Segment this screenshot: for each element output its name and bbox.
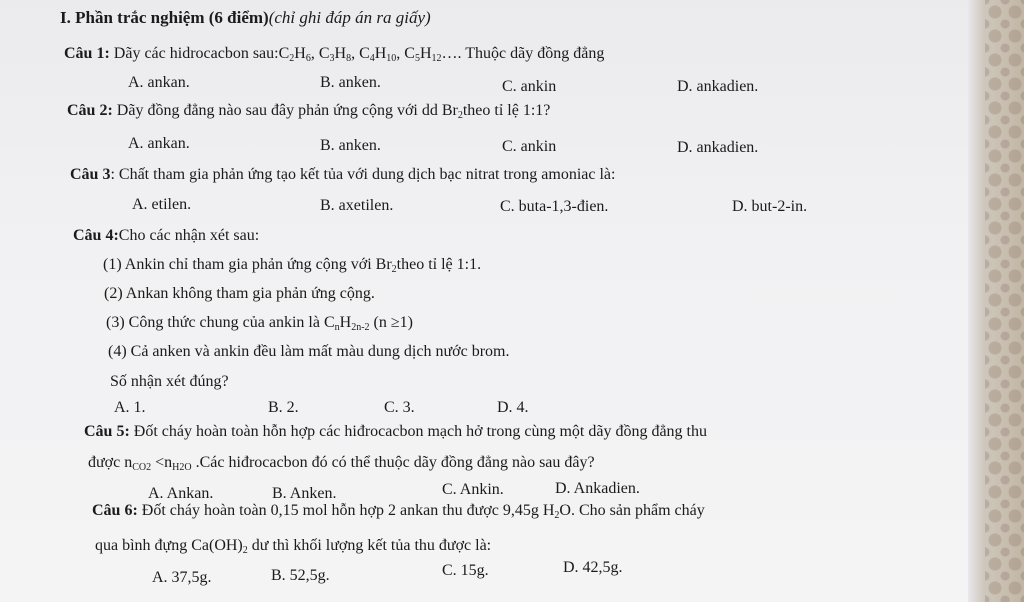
q6-option-a[interactable]: A. 37,5g. bbox=[152, 569, 212, 586]
q4-statement-3: (3) Công thức chung của ankin là $C_nH_{2n-2}$ (n ≥1) bbox=[106, 314, 413, 333]
q5-option-d[interactable]: D. Ankadien. bbox=[555, 480, 640, 497]
q1-label: Câu 1: bbox=[64, 45, 110, 62]
q3-option-d[interactable]: D. but-2-in. bbox=[732, 198, 808, 215]
q2-text: Dãy đồng đẳng nào sau đây phản ứng cộng với dd $Br_2theo$ tỉ lệ 1:1? bbox=[116, 102, 551, 121]
section-heading-bold: I. Phần trắc nghiệm (6 điểm) bbox=[60, 8, 269, 27]
q3-option-c[interactable]: C. buta-1,3-đien. bbox=[500, 198, 609, 215]
q1-option-b[interactable]: B. anken. bbox=[320, 74, 381, 91]
q3-label: Câu 3 bbox=[70, 166, 111, 183]
q1-option-a[interactable]: A. ankan. bbox=[128, 74, 190, 91]
q4-option-d[interactable]: D. 4. bbox=[497, 399, 529, 416]
q2-option-c[interactable]: C. ankin bbox=[502, 138, 557, 155]
q4-question: Số nhận xét đúng? bbox=[110, 373, 229, 390]
q3-text: : Chất tham gia phản ứng tạo kết tủa với dung dịch bạc nitrat trong amoniac là: bbox=[110, 166, 616, 183]
section-heading bbox=[60, 8, 431, 28]
q1-formula: $C_2H_6$, $C_3H_8$, $C_4H_{10}$, $C_5H_{12}$ bbox=[278, 45, 442, 64]
q5-option-a[interactable]: A. Ankan. bbox=[148, 485, 214, 502]
q6-label: Câu 6: bbox=[92, 502, 138, 519]
q6-option-d[interactable]: D. 42,5g. bbox=[563, 559, 623, 576]
q4-option-a[interactable]: A. 1. bbox=[114, 399, 146, 416]
background-fabric bbox=[985, 0, 1024, 602]
q6-text: Đốt cháy hoàn toàn 0,15 mol hỗn hợp 2 ankan thu được 9,45g $H_2O$. Cho sản phẩm cháy bbox=[141, 502, 705, 521]
q4-statement-2: (2) Ankan không tham gia phản ứng cộng. bbox=[104, 285, 375, 302]
section-heading-note: (chỉ ghi đáp án ra giấy) bbox=[268, 8, 431, 27]
q5-label: Câu 5: bbox=[84, 423, 130, 440]
q1-tail: …. Thuộc dãy đồng đẳng bbox=[441, 45, 605, 62]
q1-text: Dãy các hidrocacbon sau: bbox=[113, 45, 279, 62]
q4-text: Cho các nhận xét sau: bbox=[118, 227, 260, 244]
q1-option-c[interactable]: C. ankin bbox=[502, 78, 557, 95]
q6-stem bbox=[92, 501, 705, 521]
q1-option-d[interactable]: D. ankadien. bbox=[677, 78, 759, 95]
q3-stem bbox=[70, 165, 615, 185]
q2-option-b[interactable]: B. anken. bbox=[320, 137, 381, 154]
q4-option-b[interactable]: B. 2. bbox=[268, 399, 299, 416]
q4-label: Câu 4: bbox=[73, 227, 119, 244]
q1-stem bbox=[64, 44, 604, 64]
q5-stem-line-2: được $n_{CO2} <n_{H2O}$ .Các hiđrocacbon đó có thể thuộc dãy đồng đẳng nào sau đây? bbox=[88, 454, 595, 473]
q2-label: Câu 2: bbox=[67, 102, 113, 119]
q2-option-a[interactable]: A. ankan. bbox=[128, 135, 190, 152]
q5-stem bbox=[84, 422, 707, 442]
q5-text: Đốt cháy hoàn toàn hỗn hợp các hiđrocacbon mạch hở trong cùng một dãy đồng đẳng thu bbox=[133, 423, 707, 440]
q4-stem bbox=[73, 226, 259, 246]
q4-option-c[interactable]: C. 3. bbox=[384, 399, 415, 416]
q6-option-b[interactable]: B. 52,5g. bbox=[271, 567, 330, 584]
q6-stem-line-2: qua bình đựng $Ca(OH)_2$ dư thì khối lượng kết tủa thu được là: bbox=[95, 537, 492, 556]
q2-option-d[interactable]: D. ankadien. bbox=[677, 139, 759, 156]
q3-option-b[interactable]: B. axetilen. bbox=[320, 197, 394, 214]
q6-option-c[interactable]: C. 15g. bbox=[442, 562, 489, 579]
q4-statement-1: (1) Ankin chỉ tham gia phản ứng cộng với $Br_2theo$ tỉ lệ 1:1. bbox=[103, 256, 482, 275]
q5-option-b[interactable]: B. Anken. bbox=[272, 485, 337, 502]
q4-statement-4: (4) Cả anken và ankin đều làm mất màu dung dịch nước brom. bbox=[108, 343, 510, 360]
q3-option-a[interactable]: A. etilen. bbox=[132, 196, 192, 213]
q2-stem bbox=[67, 101, 550, 121]
q5-option-c[interactable]: C. Ankin. bbox=[442, 481, 504, 498]
